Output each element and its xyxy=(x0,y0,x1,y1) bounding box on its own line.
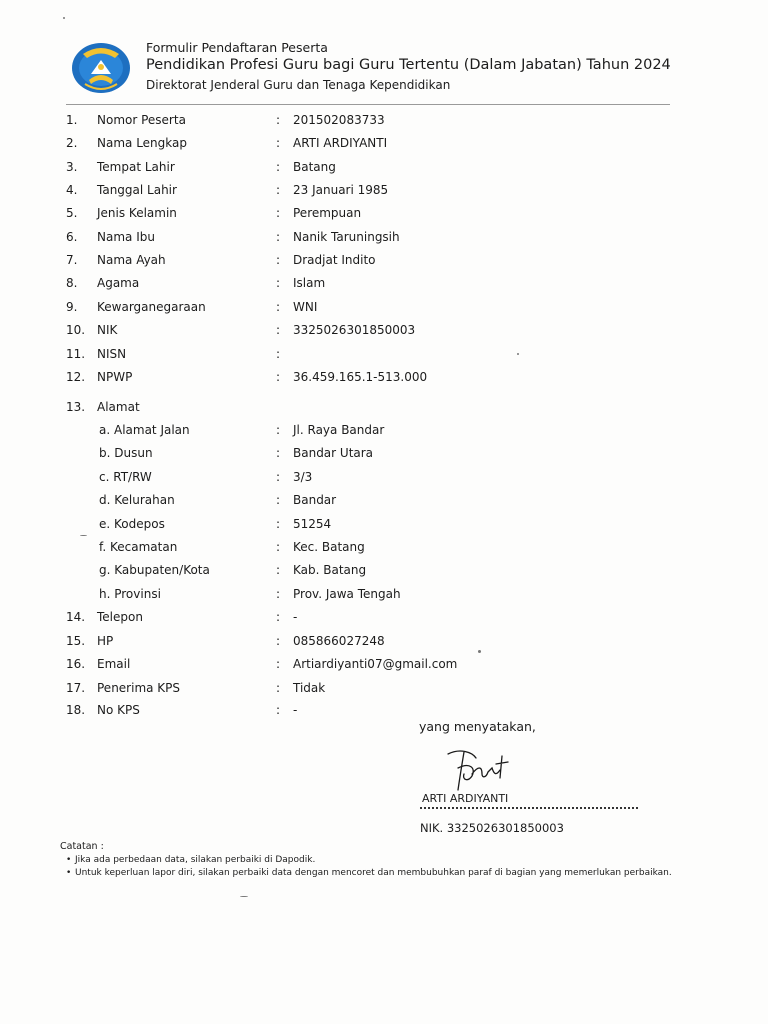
field-label: Nomor Peserta xyxy=(97,113,186,127)
field-value: Dradjat Indito xyxy=(293,253,376,267)
field-label: Telepon xyxy=(97,610,143,624)
field-label: Alamat xyxy=(97,400,140,414)
signature-dotted-line xyxy=(420,807,638,809)
field-number: 13. xyxy=(66,400,86,414)
address-label: a. Alamat Jalan xyxy=(99,423,190,437)
field-label: Tempat Lahir xyxy=(97,160,175,174)
field-number: 18. xyxy=(66,703,86,717)
address-value: Bandar xyxy=(293,493,337,507)
field-value: 085866027248 xyxy=(293,634,385,648)
field-row-jenis-kelamin xyxy=(0,204,768,222)
field-value: - xyxy=(293,703,298,717)
field-number: 1. xyxy=(66,113,78,127)
address-label: e. Kodepos xyxy=(99,517,165,531)
field-separator: : xyxy=(276,470,281,484)
field-label: NIK xyxy=(97,323,118,337)
field-number: 8. xyxy=(66,276,78,290)
address-row-kelurahan xyxy=(0,491,768,509)
field-separator: : xyxy=(276,634,281,648)
field-row-kewarganegaraan xyxy=(0,298,768,316)
field-separator: : xyxy=(276,113,281,127)
field-separator: : xyxy=(276,300,281,314)
bullet: • xyxy=(66,868,72,878)
field-value: - xyxy=(293,610,298,624)
field-number: 4. xyxy=(66,183,78,197)
field-label: Jenis Kelamin xyxy=(97,206,177,220)
field-row-nomor-peserta xyxy=(0,111,768,129)
address-label: c. RT/RW xyxy=(99,470,152,484)
field-row-no-kps xyxy=(0,701,768,719)
field-row-nama-ibu xyxy=(0,228,768,246)
field-number: 3. xyxy=(66,160,78,174)
field-value: 36.459.165.1-513.000 xyxy=(293,370,428,384)
address-label: g. Kabupaten/Kota xyxy=(99,563,210,577)
field-separator: : xyxy=(276,703,281,717)
field-row-nama-lengkap xyxy=(0,134,768,152)
field-separator: : xyxy=(276,230,281,244)
field-separator: : xyxy=(276,323,281,337)
address-label: b. Dusun xyxy=(99,446,153,460)
field-separator: : xyxy=(276,370,281,384)
field-separator: : xyxy=(276,610,281,624)
field-value: Nanik Taruningsih xyxy=(293,230,400,244)
address-label: h. Provinsi xyxy=(99,587,161,601)
field-number: 15. xyxy=(66,634,86,648)
address-row-rt-rw xyxy=(0,468,768,486)
field-label: Nama Lengkap xyxy=(97,136,187,150)
address-value: Bandar Utara xyxy=(293,446,374,460)
header-title-line3: Direktorat Jenderal Guru dan Tenaga Kependidikan xyxy=(146,78,451,92)
field-separator: : xyxy=(276,517,281,531)
handwritten-signature-icon xyxy=(442,744,522,794)
field-separator: : xyxy=(276,183,281,197)
scan-speck xyxy=(80,535,87,536)
header-title-line2: Pendidikan Profesi Guru bagi Guru Tertentu (Dalam Jabatan) Tahun 2024 xyxy=(146,57,671,73)
field-label: Tanggal Lahir xyxy=(97,183,177,197)
bullet: • xyxy=(66,855,72,865)
field-separator: : xyxy=(276,657,281,671)
field-separator: : xyxy=(276,681,281,695)
signature-nik: NIK. 3325026301850003 xyxy=(420,821,564,835)
field-number: 16. xyxy=(66,657,86,671)
field-separator: : xyxy=(276,446,281,460)
field-row-nama-ayah xyxy=(0,251,768,269)
address-value: 51254 xyxy=(293,517,332,531)
field-row-alamat xyxy=(0,398,768,416)
field-row-tempat-lahir xyxy=(0,158,768,176)
field-number: 2. xyxy=(66,136,78,150)
address-label: d. Kelurahan xyxy=(99,493,175,507)
address-label: f. Kecamatan xyxy=(99,540,178,554)
field-row-email xyxy=(0,655,768,673)
field-separator: : xyxy=(276,423,281,437)
field-label: Nama Ayah xyxy=(97,253,166,267)
field-value: 23 Januari 1985 xyxy=(293,183,389,197)
notes-title: Catatan : xyxy=(60,841,104,852)
field-number: 14. xyxy=(66,610,86,624)
field-value: ARTI ARDIYANTI xyxy=(293,136,388,150)
field-separator: : xyxy=(276,206,281,220)
address-value: Prov. Jawa Tengah xyxy=(293,587,401,601)
address-row-kecamatan xyxy=(0,538,768,556)
note-text: Jika ada perbedaan data, silakan perbaiki di Dapodik. xyxy=(75,855,316,865)
field-row-hp xyxy=(0,632,768,650)
field-separator: : xyxy=(276,493,281,507)
note-item xyxy=(66,855,315,865)
field-label: Penerima KPS xyxy=(97,681,181,695)
field-number: 12. xyxy=(66,370,86,384)
field-row-tanggal-lahir xyxy=(0,181,768,199)
field-separator: : xyxy=(276,587,281,601)
address-value: Kec. Batang xyxy=(293,540,365,554)
signature-name: ARTI ARDIYANTI xyxy=(422,792,509,805)
address-row-kabupaten-kota xyxy=(0,561,768,579)
header-divider xyxy=(66,104,670,105)
address-row-kodepos xyxy=(0,515,768,533)
field-label: Email xyxy=(97,657,131,671)
address-value: 3/3 xyxy=(293,470,313,484)
field-label: HP xyxy=(97,634,114,648)
scan-speck xyxy=(517,353,519,355)
field-separator: : xyxy=(276,253,281,267)
field-row-npwp xyxy=(0,368,768,386)
field-row-telepon xyxy=(0,608,768,626)
address-value: Jl. Raya Bandar xyxy=(293,423,385,437)
field-value: WNI xyxy=(293,300,318,314)
scan-speck xyxy=(63,17,65,19)
field-row-agama xyxy=(0,274,768,292)
field-label: NISN xyxy=(97,347,127,361)
address-row-provinsi xyxy=(0,585,768,603)
field-separator: : xyxy=(276,160,281,174)
field-number: 17. xyxy=(66,681,86,695)
field-number: 11. xyxy=(66,347,86,361)
note-item xyxy=(66,868,672,878)
signature-intro: yang menyatakan, xyxy=(419,719,536,734)
address-row-alamat-jalan xyxy=(0,421,768,439)
field-row-penerima-kps xyxy=(0,679,768,697)
field-label: NPWP xyxy=(97,370,133,384)
field-label: Agama xyxy=(97,276,140,290)
field-separator: : xyxy=(276,276,281,290)
field-value: Artiardiyanti07@gmail.com xyxy=(293,657,458,671)
field-separator: : xyxy=(276,347,281,361)
field-value: Tidak xyxy=(293,681,326,695)
field-number: 7. xyxy=(66,253,78,267)
scan-speck xyxy=(240,896,248,897)
field-value: Perempuan xyxy=(293,206,362,220)
note-text: Untuk keperluan lapor diri, silakan perbaiki data dengan mencoret dan membubuhkan paraf di bagian yang memerlukan perbaikan. xyxy=(75,868,672,878)
field-number: 10. xyxy=(66,323,86,337)
field-number: 6. xyxy=(66,230,78,244)
field-value: Batang xyxy=(293,160,336,174)
address-row-dusun xyxy=(0,444,768,462)
field-separator: : xyxy=(276,540,281,554)
field-value: 201502083733 xyxy=(293,113,385,127)
field-label: Nama Ibu xyxy=(97,230,155,244)
field-number: 9. xyxy=(66,300,78,314)
address-value: Kab. Batang xyxy=(293,563,367,577)
header-title-line1: Formulir Pendaftaran Peserta xyxy=(146,40,328,55)
tut-wuri-handayani-logo-icon xyxy=(71,40,131,94)
scan-speck xyxy=(478,650,481,653)
field-number: 5. xyxy=(66,206,78,220)
field-separator: : xyxy=(276,136,281,150)
field-separator: : xyxy=(276,563,281,577)
field-value: Islam xyxy=(293,276,326,290)
field-label: No KPS xyxy=(97,703,140,717)
field-row-nik xyxy=(0,321,768,339)
field-row-nisn xyxy=(0,345,768,363)
field-value: 3325026301850003 xyxy=(293,323,416,337)
field-label: Kewarganegaraan xyxy=(97,300,206,314)
